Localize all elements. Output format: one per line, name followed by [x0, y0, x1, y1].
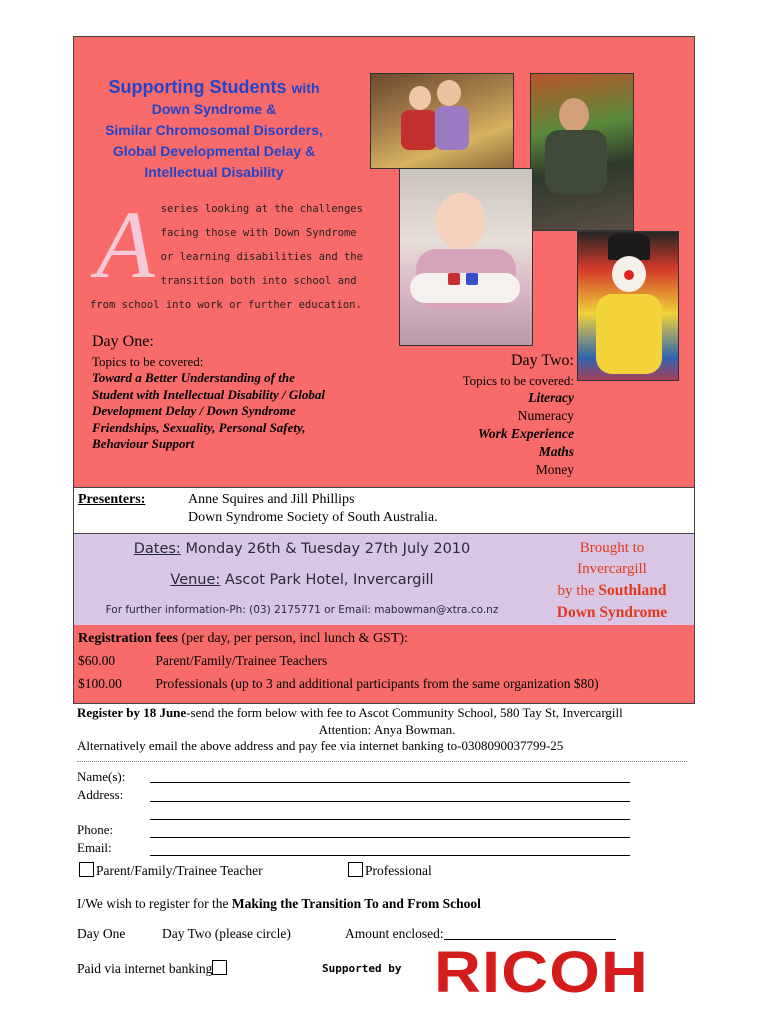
photo-children: [370, 73, 514, 169]
register-attention: Attention: Anya Bowman.: [318, 722, 456, 737]
event-details: [74, 533, 694, 625]
course-title: Making the Transition To and From School: [231, 896, 481, 911]
intro-text: series looking at the challenges facing those with Down Syndrome or learning disabilities and the transition both into school and from school into work or further education.: [90, 203, 363, 311]
register-deadline-rest: -send the form below with fee to Ascot Community School, 580 Tay St, Invercargill: [186, 705, 623, 720]
amount-field[interactable]: [444, 926, 616, 940]
option-professional-label: Professional: [365, 863, 432, 878]
register-statement: [77, 896, 481, 912]
brought-line: [530, 580, 694, 602]
title-line: Similar Chromosomal Disorders,: [105, 122, 323, 138]
event-venue: [74, 572, 530, 588]
flyer: [73, 36, 695, 704]
wish-prefix: I/We wish to register for the: [77, 896, 232, 911]
dates-value: Monday 26th & Tuesday 27th July 2010: [185, 541, 471, 557]
registration-fees: [74, 625, 694, 703]
day-two-topic: Literacy: [528, 390, 574, 405]
register-deadline-bold: Register by 18 June: [77, 705, 187, 720]
professional-checkbox[interactable]: [348, 862, 363, 877]
phone-label: Phone:: [77, 822, 114, 837]
day-one-topic: Toward a Better Understanding of the Student with Intellectual Disability / Global Development Delay / Down Syndrome: [92, 370, 325, 418]
event-details-panel: [74, 534, 530, 626]
day-one-heading: Day One:: [92, 333, 154, 350]
paid-checkbox[interactable]: [212, 960, 227, 975]
day-two-section: [374, 352, 574, 479]
fees-heading: [78, 631, 408, 647]
email-field[interactable]: [150, 842, 630, 856]
brought-prefix: by the: [557, 583, 595, 599]
title-main: Supporting Students: [108, 77, 287, 97]
presenters-section: [74, 487, 694, 533]
presenters-names: Anne Squires and Jill Phillips: [188, 492, 355, 507]
day-one-option[interactable]: Day One: [77, 926, 126, 941]
day-two-option[interactable]: Day Two (please circle): [162, 926, 291, 941]
day-two-topic: Money: [535, 462, 574, 477]
name-field[interactable]: [150, 769, 630, 783]
day-one-section: [92, 333, 332, 453]
title-with: with: [291, 80, 320, 96]
option-parent-label: Parent/Family/Trainee Teacher: [96, 863, 263, 878]
flyer-title: [84, 77, 344, 183]
day-two-topics-label: Topics to be covered:: [462, 373, 574, 388]
brought-southland: Southland: [598, 582, 667, 599]
brought-line: Brought to: [579, 540, 645, 556]
day-two-topic: Work Experience: [477, 426, 574, 441]
paid-label: Paid via internet banking: [77, 961, 213, 976]
amount-label: Amount enclosed:: [345, 926, 444, 941]
cut-line: [77, 761, 687, 762]
title-line: Global Developmental Delay &: [112, 143, 316, 159]
day-two-heading: Day Two:: [510, 352, 574, 369]
paid-via-banking[interactable]: [77, 960, 229, 977]
photo-baby: [399, 168, 533, 346]
brought-group-line: Down Syndrome: [556, 604, 668, 621]
day-two-topic: Numeracy: [517, 408, 574, 423]
fees-heading-bold: Registration fees: [78, 631, 178, 646]
day-two-topic: Maths: [538, 444, 574, 459]
title-line: Down Syndrome &: [151, 101, 277, 117]
brought-line: [530, 602, 694, 624]
fees-heading-rest: (per day, per person, incl lunch & GST):: [177, 631, 408, 646]
parent-checkbox[interactable]: [79, 862, 94, 877]
presenters-label: Presenters:: [78, 492, 146, 507]
email-label: Email:: [77, 840, 112, 855]
address-label: Address:: [77, 787, 124, 802]
flyer-top-section: [74, 37, 694, 487]
option-professional[interactable]: [348, 862, 432, 879]
photo-boy: [530, 73, 634, 231]
brought-line: Invercargill: [577, 561, 647, 577]
address-field-line-2[interactable]: [150, 806, 630, 820]
ricoh-logo: RICOH: [434, 940, 649, 1005]
supported-by-label: Supported by: [322, 962, 402, 975]
intro-paragraph: [90, 191, 374, 317]
venue-value: Ascot Park Hotel, Invercargill: [224, 572, 434, 588]
contact-info: For further information-Ph: (03) 2175771 or Email: mabowman@xtra.co.nz: [105, 604, 499, 616]
name-label: Name(s):: [77, 769, 126, 784]
fee-description: Parent/Family/Trainee Teachers: [155, 653, 328, 668]
day-one-topics-label: Topics to be covered:: [92, 354, 204, 369]
photo-clown: [577, 231, 679, 381]
option-parent[interactable]: [79, 862, 263, 879]
presenters-organisation: Down Syndrome Society of South Australia.: [188, 510, 438, 525]
address-field-line-1[interactable]: [150, 788, 630, 802]
register-alternative: Alternatively email the above address and pay fee via internet banking to-0308090037799-25: [77, 738, 564, 753]
fee-row: [78, 676, 599, 692]
phone-field[interactable]: [150, 824, 630, 838]
intro-dropcap: A: [96, 191, 155, 298]
dates-label: Dates:: [133, 541, 181, 557]
title-line: Intellectual Disability: [144, 164, 284, 180]
fee-amount: $100.00: [78, 676, 122, 691]
venue-label: Venue:: [170, 572, 221, 588]
day-one-topic: Friendships, Sexuality, Personal Safety, Behaviour Support: [92, 419, 306, 451]
fee-description: Professionals (up to 3 and additional participants from the same organization $80): [155, 676, 599, 691]
register-deadline: [77, 706, 687, 720]
event-dates: [74, 541, 530, 557]
fee-row: [78, 653, 327, 669]
fee-amount: $60.00: [78, 653, 116, 668]
